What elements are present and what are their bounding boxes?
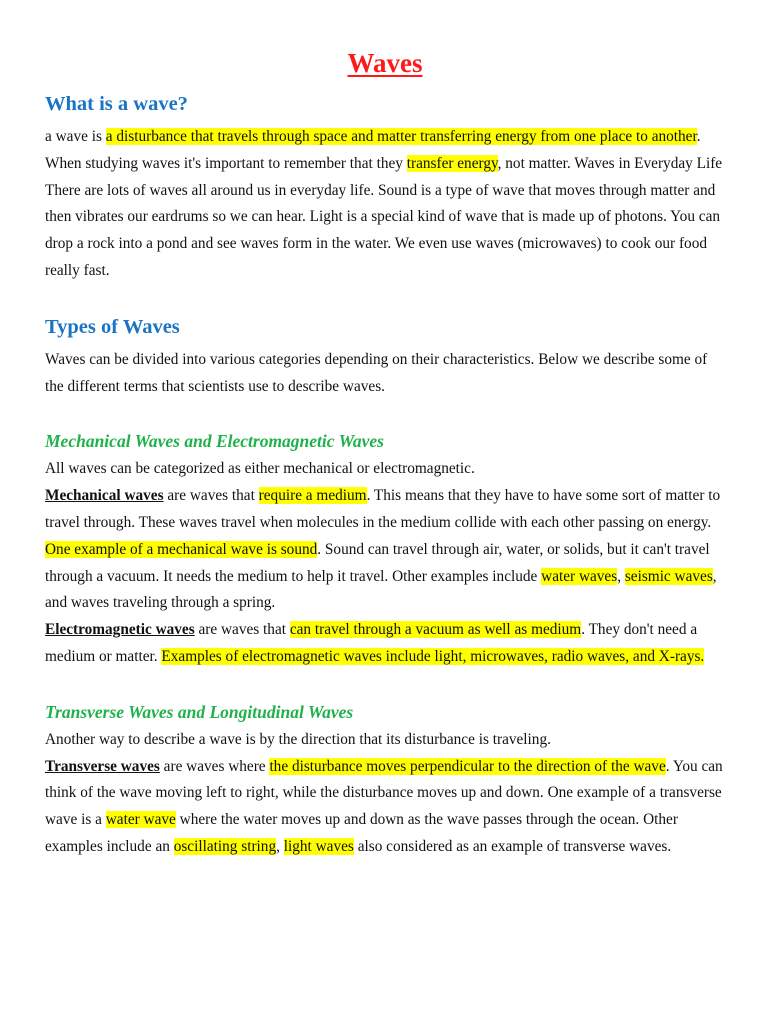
text-run: a wave is [45,128,106,145]
term-transverse-waves: Transverse waves [45,757,160,775]
heading-transverse-longitudinal: Transverse Waves and Longitudinal Waves [45,701,354,722]
paragraph-mechanical-waves [45,483,725,617]
text-run: , and waves traveling through a spring. [45,567,717,612]
text-run: . This means that they have to have some sort of matter to travel through. These waves travel when molecules in the medium collide with each other passing on energy. [45,487,721,531]
highlight-require-medium: require a medium [258,487,367,505]
paragraph-mech-lead: All waves can be categorized as either mechanical or electromagnetic. [45,460,475,478]
text-run: where the water moves up and down as the wave passes through the ocean. Other examples include an [45,811,678,855]
highlight-em-examples: Examples of electromagnetic waves include light, microwaves, radio waves, and X-rays. [161,647,705,665]
document-page [45,44,725,861]
highlight-light-waves: light waves [283,837,354,855]
text-run: . Sound can travel through air, water, or solids, but it can't travel through a vacuum. It needs the medium to help it travel. Other examples include [45,540,710,585]
text-run: are waves that [163,487,259,505]
term-electromagnetic-waves: Electromagnetic waves [45,621,195,639]
text-run: are waves that [194,621,290,639]
text-run: . They don't need a medium or matter. [45,621,698,665]
text-run: , [276,837,284,855]
heading-mechanical-electromagnetic: Mechanical Waves and Electromagnetic Waves [45,431,384,452]
paragraph-trans-lead: Another way to describe a wave is by the direction that its disturbance is traveling. [45,730,551,748]
highlight-water-waves: water waves [541,567,618,585]
highlight-sound-example: One example of a mechanical wave is sound [45,540,318,558]
text-run: . When studying waves it's important to remember that they [45,128,701,172]
heading-types-of-waves: Types of Waves [45,315,180,338]
text-run: are waves where [159,757,270,775]
highlight-water-wave: water wave [105,811,176,829]
paragraph-types-intro: Waves can be divided into various categories depending on their characteristics. Below we describe some of the different terms that scientists use to describe waves. [45,350,708,395]
highlight-perpendicular: the disturbance moves perpendicular to the direction of the wave [269,757,666,775]
text-run: , not matter. Waves in Everyday Life There are lots of waves all around us in everyday life. Sound is a type of wave that moves through matter and then vibrates our eardrums so we can hear. Light is a special kind of wave that is made up of photons. You can drop a rock into a pond and see waves form in the water. We even use waves (microwaves) to cook our food really fast. [45,154,723,279]
highlight-oscillating-string: oscillating string [173,837,277,855]
paragraph-wave-definition [45,124,725,285]
document-title: Waves [347,48,423,78]
highlight-transfer-energy: transfer energy [406,154,498,172]
text-run: . You can think of the wave moving left to right, while the disturbance moves up and down. One example of a transverse wave is a [45,757,723,829]
paragraph-transverse-waves [45,754,725,861]
highlight-seismic-waves: seismic waves [624,567,713,585]
text-run: , [617,567,625,585]
highlight-vacuum: can travel through a vacuum as well as medium [289,621,582,639]
term-mechanical-waves: Mechanical waves [45,487,164,505]
paragraph-electromagnetic-waves [45,617,725,671]
highlight-definition: a disturbance that travels through space and matter transferring energy from one place to another [105,128,697,145]
text-run: also considered as an example of transverse waves. [353,837,672,855]
heading-what-is-a-wave: What is a wave? [45,93,188,115]
